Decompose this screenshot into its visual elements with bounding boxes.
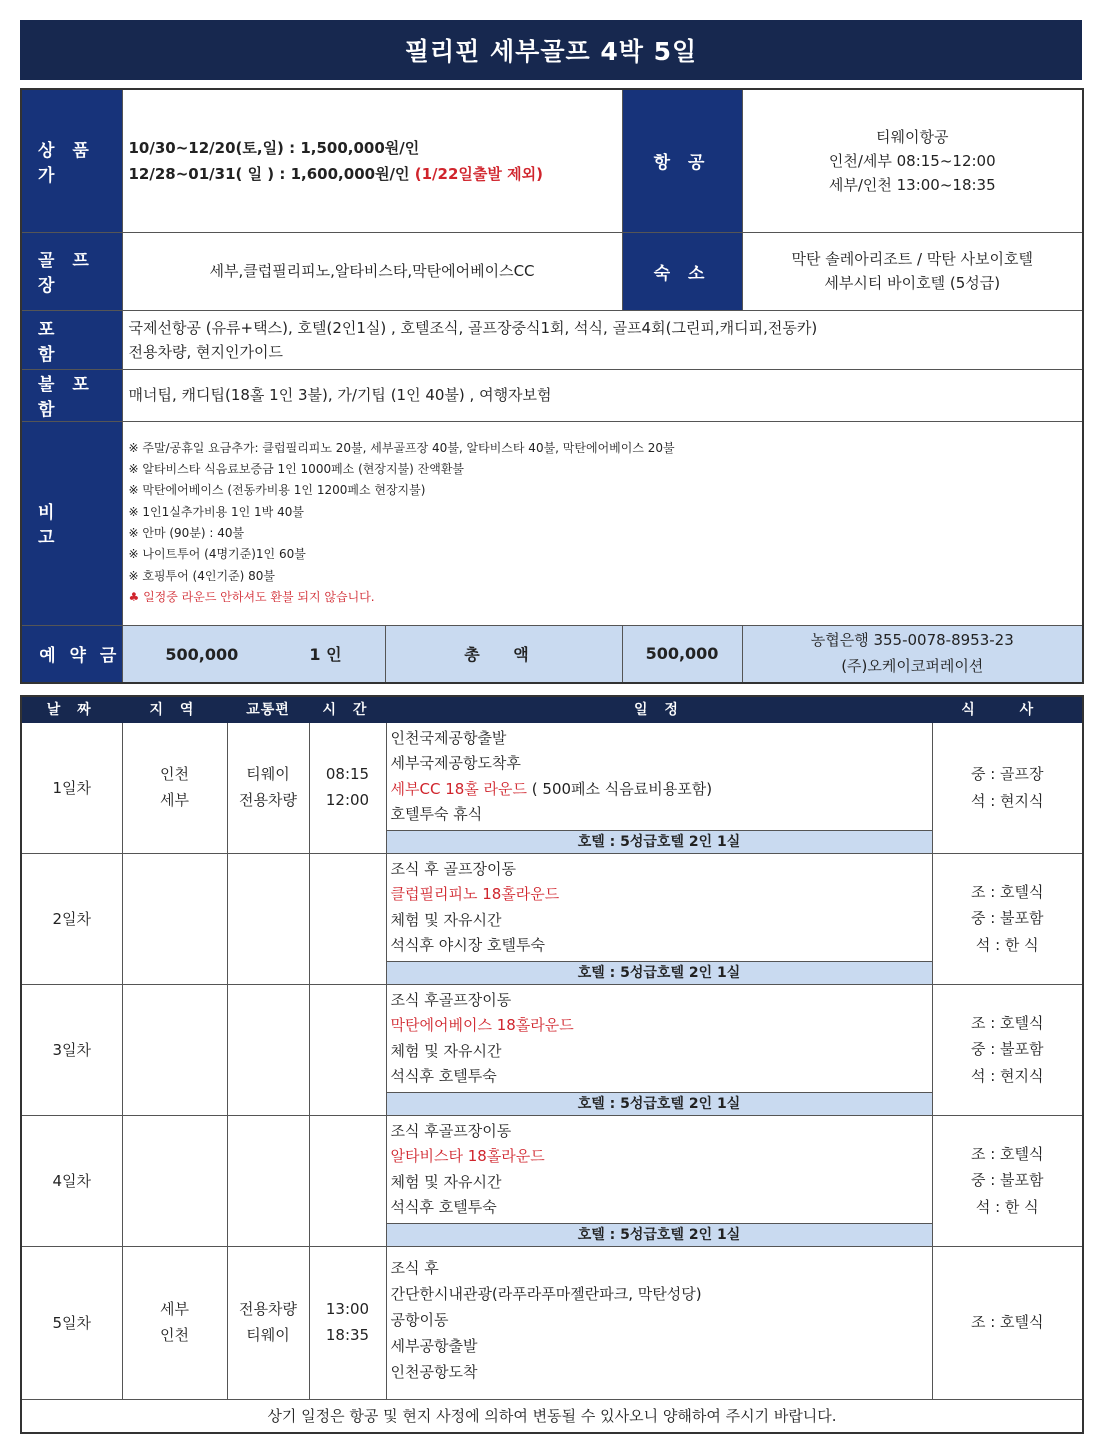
plan-line xyxy=(391,882,928,908)
plan-cell xyxy=(386,853,932,984)
airline-outbound: 인천/세부 08:15~12:00 xyxy=(828,151,996,170)
plan-golf-round: 세부CC 18홀 라운드 xyxy=(390,779,528,798)
price-label: 상 품 가 xyxy=(21,89,122,232)
plan-line xyxy=(391,1333,928,1359)
meal-line: 중 : 불포함 xyxy=(970,909,1044,928)
golf-value: 세부,클럽필리피노,알타비스타,막탄에어베이스CC xyxy=(122,232,622,310)
plan-cell xyxy=(386,722,932,853)
region-cell xyxy=(122,722,227,853)
schedule-row xyxy=(21,853,1083,984)
plan-line xyxy=(391,1119,928,1145)
plan-text: 체험 및 자유시간 xyxy=(390,1172,502,1191)
plan-golf-round: 클럽필리피노 18홀라운드 xyxy=(390,885,560,903)
plan-text: 조식 후 골프장이동 xyxy=(390,859,516,878)
exclude-label: 불 포 함 xyxy=(21,369,122,421)
hotel-cell xyxy=(742,232,1083,310)
plan-line xyxy=(391,1359,928,1385)
deposit-amount: 500,000 xyxy=(165,645,239,665)
plan-lines xyxy=(387,985,932,1092)
plan-text: 석식후 호텔투숙 xyxy=(390,1198,497,1216)
day-label: 5일차 xyxy=(21,1246,122,1399)
plan-text: 간단한시내관광(라푸라푸마젤란파크, 막탄성당) xyxy=(390,1284,702,1303)
region-cell xyxy=(122,984,227,1115)
meal-cell xyxy=(932,1115,1083,1246)
transport-line: 전용차량 xyxy=(239,1300,297,1318)
transport-cell xyxy=(227,853,309,984)
schedule-row xyxy=(21,722,1083,853)
plan-line xyxy=(391,1144,928,1170)
plan-line xyxy=(391,857,928,883)
hotel-line-2: 세부시티 바이호텔 (5성급) xyxy=(824,274,1001,292)
time-cell xyxy=(309,853,386,984)
bank-cell xyxy=(742,625,1083,683)
region-line: 인천 xyxy=(160,1325,189,1344)
note-line: ※ 나이트투어 (4명기준)1인 60불 xyxy=(128,547,306,562)
hotel-info-bar: 호텔 : 5성급호텔 2인 1실 xyxy=(387,1223,932,1246)
price-line-2: 12/28~01/31( 일 ) : 1,600,000원/인 (1/22일출발 제외) xyxy=(128,164,543,183)
meal-line: 조 : 호텔식 xyxy=(970,883,1044,902)
deposit-label: 예 약 금 xyxy=(21,625,122,683)
include-label: 포 함 xyxy=(21,310,122,369)
transport-cell xyxy=(227,722,309,853)
col-header-region: 지 역 xyxy=(122,696,227,722)
transport-cell xyxy=(227,984,309,1115)
total-amount: 500,000 xyxy=(622,625,742,683)
bank-account: 농협은행 355-0078-8953-23 xyxy=(810,631,1014,650)
plan-line xyxy=(391,988,928,1014)
day-label: 3일차 xyxy=(21,984,122,1115)
plan-text: 체험 및 자유시간 xyxy=(390,1041,502,1060)
plan-lines xyxy=(387,1116,932,1223)
region-line: 세부 xyxy=(160,1300,189,1318)
plan-text: 석식후 호텔투숙 xyxy=(390,1067,497,1085)
meal-line: 조 : 호텔식 xyxy=(970,1145,1044,1164)
plan-line xyxy=(391,1064,928,1090)
meal-line: 석 : 한 식 xyxy=(975,935,1039,954)
plan-golf-round: 알타비스타 18홀라운드 xyxy=(390,1147,545,1165)
transport-cell xyxy=(227,1115,309,1246)
product-info-table xyxy=(20,88,1084,684)
include-line-2: 전용차량, 현지인가이드 xyxy=(128,342,283,361)
airline-label: 항 공 xyxy=(622,89,742,232)
price-cell xyxy=(122,89,622,232)
region-line: 세부 xyxy=(160,790,189,809)
note-line: ※ 막탄에어베이스 (전동카비용 1인 1200페소 현장지불) xyxy=(128,483,426,498)
plan-text: 호텔투숙 휴식 xyxy=(390,805,483,823)
plan-line xyxy=(391,1195,928,1221)
plan-line xyxy=(391,751,928,777)
plan-text: 체험 및 자유시간 xyxy=(390,910,502,929)
plan-text: 세부공항출발 xyxy=(390,1336,478,1355)
note-line: ※ 주말/공휴일 요금추가: 클럽필리피노 20불, 세부골프장 40불, 알타비스타 40불, 막탄에어베이스 20불 xyxy=(128,440,675,455)
deposit-per: 1 인 xyxy=(309,645,342,665)
transport-line: 티웨이 xyxy=(246,1325,290,1344)
price-line-1: 10/30~12/20(토,일) : 1,500,000원/인 xyxy=(128,138,420,157)
schedule-row xyxy=(21,984,1083,1115)
col-header-time: 시 간 xyxy=(309,696,386,722)
note-line: ※ 1인1실추가비용 1인 1박 40불 xyxy=(128,504,304,519)
col-header-transport: 교통편 xyxy=(227,696,309,722)
col-header-meal: 식 사 xyxy=(932,696,1083,722)
time-line: 18:35 xyxy=(325,1325,370,1344)
schedule-row xyxy=(21,1115,1083,1246)
plan-line xyxy=(391,908,928,934)
airline-name: 티웨이항공 xyxy=(876,127,949,146)
airline-return: 세부/인천 13:00~18:35 xyxy=(828,175,996,194)
note-label: 비 고 xyxy=(21,421,122,625)
meal-line: 중 : 불포함 xyxy=(970,1040,1044,1059)
plan-text: 인천공항도착 xyxy=(390,1362,478,1381)
hotel-label: 숙 소 xyxy=(622,232,742,310)
meal-cell xyxy=(932,722,1083,853)
plan-golf-round: 막탄에어베이스 18홀라운드 xyxy=(390,1016,574,1034)
airline-cell xyxy=(742,89,1083,232)
include-cell xyxy=(122,310,1083,369)
note-line: ※ 호핑투어 (4인기준) 80불 xyxy=(128,568,276,583)
plan-cell xyxy=(386,1246,932,1399)
exclude-value: 매너팁, 캐디팁(18홀 1인 3불), 가/기팁 (1인 40불) , 여행자보험 xyxy=(122,369,1083,421)
plan-lines xyxy=(387,1247,932,1387)
time-line: 13:00 xyxy=(325,1300,370,1318)
day-label: 2일차 xyxy=(21,853,122,984)
plan-text: 인천국제공항출발 xyxy=(390,728,507,747)
meal-line: 중 : 골프장 xyxy=(970,765,1044,784)
region-cell xyxy=(122,1246,227,1399)
note-cell xyxy=(122,421,1083,625)
meal-line: 석 : 현지식 xyxy=(970,791,1044,810)
schedule-table xyxy=(20,695,1084,1434)
meal-cell xyxy=(932,984,1083,1115)
hotel-line-1: 막탄 솔레아리조트 / 막탄 사보이호텔 xyxy=(791,250,1033,268)
plan-cell xyxy=(386,984,932,1115)
note-line: ※ 알타비스타 식음료보증금 1인 1000페소 (현장지불) 잔액환불 xyxy=(128,461,465,476)
meal-cell xyxy=(932,853,1083,984)
hotel-info-bar: 호텔 : 5성급호텔 2인 1실 xyxy=(387,1092,932,1115)
transport-line: 티웨이 xyxy=(246,765,290,783)
col-header-plan: 일 정 xyxy=(386,696,932,722)
transport-line: 전용차량 xyxy=(239,790,297,809)
plan-text: 공항이동 xyxy=(390,1310,449,1329)
plan-text: 조식 후골프장이동 xyxy=(390,1121,512,1140)
plan-lines xyxy=(387,723,932,830)
meal-line: 중 : 불포함 xyxy=(970,1171,1044,1190)
plan-line xyxy=(391,777,928,803)
plan-line xyxy=(391,1039,928,1065)
time-line: 12:00 xyxy=(325,790,370,809)
region-cell xyxy=(122,853,227,984)
day-label: 4일차 xyxy=(21,1115,122,1246)
meal-line: 조 : 호텔식 xyxy=(970,1014,1044,1033)
meal-line: 조 : 호텔식 xyxy=(970,1313,1044,1332)
schedule-row xyxy=(21,1246,1083,1399)
meal-line: 석 : 한 식 xyxy=(975,1197,1039,1216)
plan-text: 세부국제공항도착후 xyxy=(390,754,521,772)
time-cell xyxy=(309,722,386,853)
hotel-info-bar: 호텔 : 5성급호텔 2인 1실 xyxy=(387,830,932,853)
time-line: 08:15 xyxy=(325,765,370,783)
plan-line xyxy=(391,1013,928,1039)
plan-cell xyxy=(386,1115,932,1246)
region-cell xyxy=(122,1115,227,1246)
plan-line xyxy=(391,802,928,828)
transport-cell xyxy=(227,1246,309,1399)
note-line: ※ 안마 (90분) : 40불 xyxy=(128,526,245,540)
col-header-date: 날 짜 xyxy=(21,696,122,722)
schedule-footer-note: 상기 일정은 항공 및 현지 사정에 의하여 변동될 수 있사오니 양해하여 주시기 바랍니다. xyxy=(21,1399,1083,1433)
day-label: 1일차 xyxy=(21,722,122,853)
plan-line xyxy=(391,933,928,959)
plan-lines xyxy=(387,854,932,961)
golf-label: 골 프 장 xyxy=(21,232,122,310)
plan-line xyxy=(391,726,928,752)
time-cell xyxy=(309,984,386,1115)
meal-cell xyxy=(932,1246,1083,1399)
plan-line xyxy=(391,1255,928,1281)
plan-line xyxy=(391,1281,928,1307)
plan-text: 조식 후 xyxy=(390,1258,439,1277)
plan-line xyxy=(391,1170,928,1196)
hotel-info-bar: 호텔 : 5성급호텔 2인 1실 xyxy=(387,961,932,984)
time-cell xyxy=(309,1246,386,1399)
plan-suffix: ( 500페소 식음료비용포함) xyxy=(527,779,713,798)
bank-holder: (주)오케이코퍼레이션 xyxy=(841,656,984,675)
plan-line xyxy=(391,1307,928,1333)
page-title: 필리핀 세부골프 4박 5일 xyxy=(20,20,1082,80)
plan-text: 석식후 야시장 호텔투숙 xyxy=(390,936,545,954)
deposit-cell xyxy=(122,625,385,683)
meal-line: 석 : 현지식 xyxy=(970,1066,1044,1085)
total-label: 총 액 xyxy=(385,625,622,683)
plan-text: 조식 후골프장이동 xyxy=(390,990,512,1009)
time-cell xyxy=(309,1115,386,1246)
note-warning: ♣ 일정중 라운드 안하셔도 환불 되지 않습니다. xyxy=(128,590,375,605)
include-line-1: 국제선항공 (유류+택스), 호텔(2인1실) , 호텔조식, 골프장중식1회, 석식, 골프4회(그린피,캐디피,전동카) xyxy=(128,318,818,337)
region-line: 인천 xyxy=(160,765,189,783)
